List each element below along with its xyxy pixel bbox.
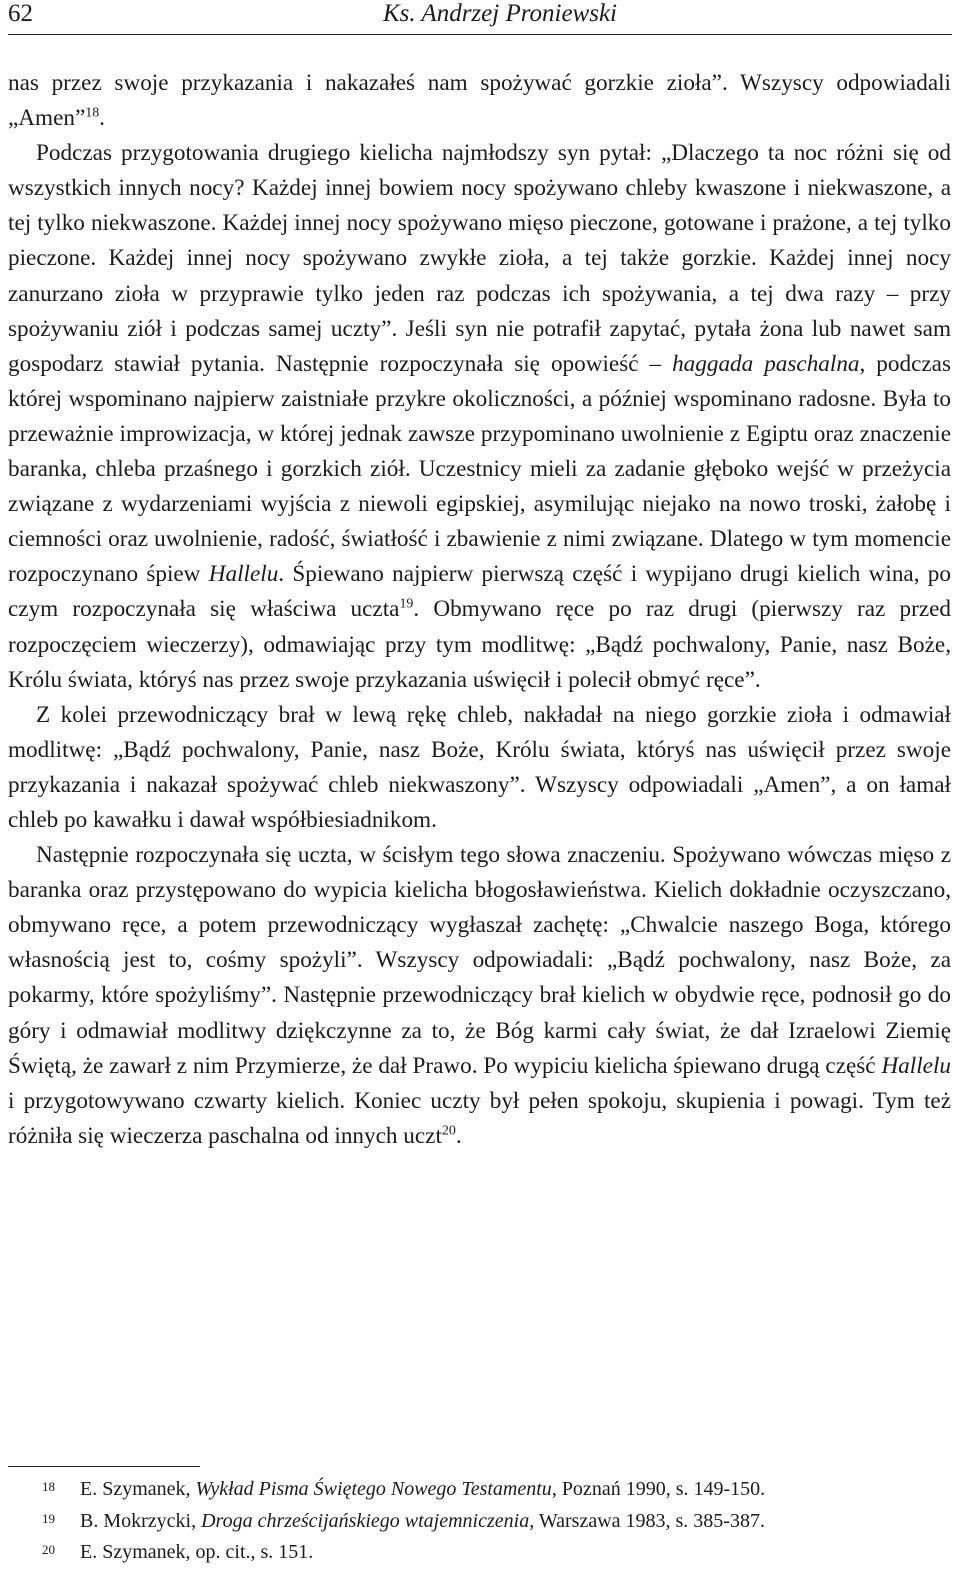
footnote-number: 20 [42,1542,55,1557]
footnote-title: Wykład Pisma Świętego Nowego Testamentu [195,1478,552,1500]
paragraph-2 [8,136,951,698]
footnote-ref-20[interactable]: 20 [441,1123,456,1139]
italic-term: Hallelu [881,1052,951,1079]
page-number: 62 [8,0,33,27]
footnote-title: Droga chrześcijańskiego wtajemniczenia [201,1509,530,1532]
italic-term: haggada paschalna [672,350,860,377]
footnote-20 [8,1537,951,1569]
text-run: , podczas której wspominano najpierw zaistniałe przykre okoliczności, a później wspominano radosne. Była to przeważnie improwizacja, w której jednak zawsze przypominano uwolnienie z Egiptu oraz znaczenie baranka, chleba przaśnego i gorzkich ziół. Uczestnicy mieli za zadanie głęboko wejść w przeżycia związane z wydarzeniami wyjścia z niewoli egipskiej, asymilując niejako na nowo troski, żałobę i ciemności oraz uwolnienie, radość, światłość i zbawienie z nimi związane. Dlatego w tym momencie rozpoczynano śpiew [8,350,951,588]
text-run: Następnie rozpoczynała się uczta, w ścisłym tego słowa znaczeniu. Spożywano wówczas mięso z baranka oraz przystępowano do wypicia kielicha błogosławieństwa. Kielich dokładnie oczyszczano, obmywano ręce, a potem przewodniczący wygłaszał zachętę: „Chwalcie naszego Boga, którego własnością jest to, cośmy spożyli”. Wszyscy odpowiadali: „Bądź pochwalony, nasz Boże, za pokarmy, które spożyliśmy”. Następnie przewodniczący brał kielich w obydwie ręce, podnosił go do góry i odmawiał modlitwy dziękczynne za to, że Bóg karmi cały świat, że dał Izraelowi Ziemię Świętą, że zawarł z nim Przymierze, że dał Prawo. Po wypiciu kielicha śpiewano drugą część [8,842,951,1079]
footnote-author: E. Szymanek, [80,1478,196,1500]
header-rule [8,34,952,35]
footnote-19 [8,1506,951,1538]
text-run: . Śpiewano najpierw pierwszą część i wypijano drugi kielich wina, po czym rozpoczynała się właściwa uczta [8,561,951,623]
text-run: nas przez swoje przykazania i nakazałeś nam spożywać gorzkie zioła”. Wszyscy odpowiadali „Amen” [8,70,951,132]
footnote-author: E. Szymanek, op. cit., s. 151. [80,1541,314,1563]
footnote-number: 18 [42,1479,55,1494]
footnotes [8,1474,951,1569]
footnote-author: B. Mokrzycki, [80,1509,202,1532]
page-header [8,0,952,32]
footnote-ref-18[interactable]: 18 [85,105,100,121]
text-run: . [99,105,105,132]
footnote-18 [8,1474,951,1506]
running-head: Ks. Andrzej Proniewski [382,0,618,27]
text-run: i przygotowywano czwarty kielich. Koniec uczty był pełen spokoju, skupienia i powagi. Tym też różniła się wieczerza paschalna od innych uczt [8,1087,951,1149]
text-run: . Obmywano ręce po raz drugi (pierwszy raz przed rozpoczęciem wieczerzy), odmawiając przy tym modlitwę: „Bądź pochwalony, Panie, nasz Boże, Królu świata, któryś nas przez swoje przykazania uświęcił i polecił obmyć ręce”. [8,596,952,693]
footnote-ref-19[interactable]: 19 [399,596,414,612]
italic-term: Hallelu [208,561,279,588]
footnote-details: , Warszawa 1983, s. 385-387. [529,1509,765,1532]
text-run: Podczas przygotowania drugiego kielicha najmłodszy syn pytał: „Dlaczego ta noc różni się od wszystkich innych nocy? Każdej innej bowiem nocy spożywano chleby kwaszone i niekwaszone, a tej tylko niekwaszone. Każdej innej nocy spożywano mięso pieczone, gotowane i prażone, a tej tylko pieczone. Każdej innej nocy spożywano zwykłe zioła, a tej także gorzkie. Każdej innej nocy zanurzano zioła w przyprawie tylko jeden raz podczas ich spożywania, a tej dwa razy – przy spożywaniu ziół i podczas samej uczty”. Jeśli syn nie potrafił zapytać, pytała żona lub nawet sam gospodarz stawiał pytania. Następnie rozpoczynała się opowieść – [8,140,951,377]
paragraph-1 [8,66,951,136]
footnote-number: 19 [42,1510,55,1526]
paragraph-3: Z kolei przewodniczący brał w lewą rękę chleb, nakładał na niego gorzkie zioła i odmawiał modlitwę: „Bądź pochwalony, Panie, nasz Boże, Królu świata, któryś nas uświęcił przez swoje przykazania i nakazał spożywać chleb niekwaszony”. Wszyscy odpowiadali „Amen”, a on łamał chleb po kawałku i dawał współbiesiadnikom. [8,701,951,833]
text-run: . [455,1122,462,1149]
footnote-rule [8,1466,200,1467]
paragraph-4 [8,838,951,1154]
body-text [8,66,951,1154]
footnote-details: , Poznań 1990, s. 149-150. [551,1478,766,1500]
